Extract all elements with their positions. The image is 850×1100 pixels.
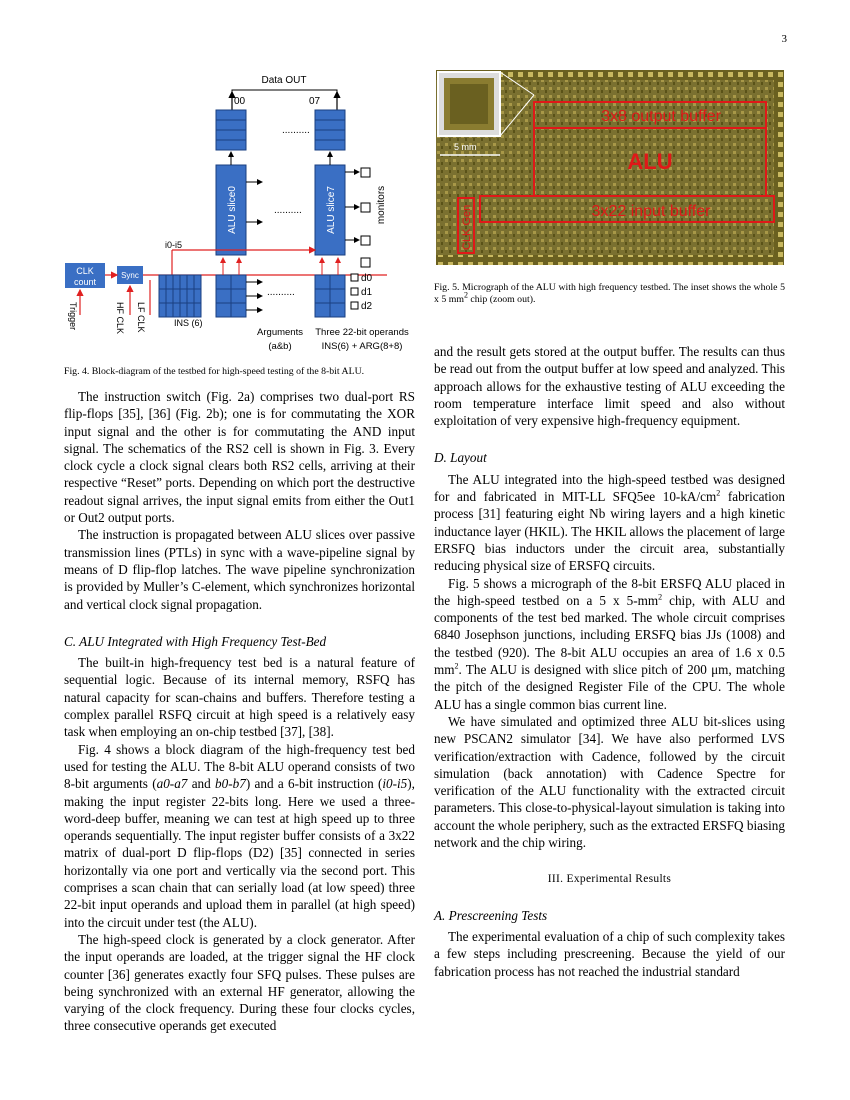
right-column — [434, 343, 785, 980]
paragraph: The experimental evaluation of a chip of such complexity takes a few steps including prescreening. Because the yield of our fabrication process has not reached the industrial standard — [434, 928, 785, 979]
lf-clk-label: LF CLK — [136, 302, 146, 333]
output-buffer-label: 3x8 output buffer — [601, 108, 721, 125]
trigger-label: Trigger — [68, 302, 78, 331]
micrograph-image — [436, 70, 784, 265]
paragraph: The instruction is propagated between ALU slices over passive transmission lines (PTLs) in sync with a wave-pipeline signal by means of D flip-flop latches. The wave pipeline synchronization is provided by Muller’s C-element, which synchronizes horizontal and vertical clock signal propagation. — [64, 527, 415, 612]
ins-arg-label: INS(6) + ARG(8+8) — [321, 341, 403, 352]
d2-label: d2 — [361, 301, 373, 312]
paragraph: We have simulated and optimized three ALU bit-slices using new PSCAN2 simulator [34]. We have also performed LVS verification/extraction with Cadence, followed by the circuit simulation (back annotation) with Cadence Spectre for verification of the ALU functionality with the extracted circuit parameters. This close-to-physical-layout simulation is taking into account the whole periphery, such as the extracted ERSFQ biasing network and the chip wiring. — [434, 713, 785, 851]
sync-label: Sync — [121, 271, 139, 280]
input-buffer-label: 3x22 input buffer — [591, 203, 711, 220]
ab-label: (a&b) — [268, 341, 292, 352]
paragraph: The high-speed clock is generated by a clock generator. After the input operands are loaded, at the trigger signal the HF clock counter [36] generates exactly four SFQ pulses. These pulses are being synchronized with an external HF generator, allowing the varying of the clock frequency. During these four clocks cycles, three consecutive operands get executed — [64, 931, 415, 1034]
alu-label: ALU — [627, 149, 673, 174]
data-out-label: Data OUT — [261, 75, 307, 86]
paragraph: The built-in high-frequency test bed is a natural feature of sequential logic. Because of its internal memory, RSFQ has natural capacity for scan-chains and buffers. Therefore testing a complex parallel RSFQ circuit at high speed is a relatively easy task when employing an on-chip testbed [37], [38]. — [64, 655, 415, 740]
d0-label: d0 — [361, 273, 373, 284]
out-07-label: 07 — [309, 96, 321, 107]
section-heading: D. Layout — [434, 450, 487, 466]
page-number: 3 — [781, 33, 787, 45]
alu-slice7-label: ALU slice7 — [326, 186, 337, 234]
clk-count-label: CLK — [76, 266, 94, 276]
fig4-block-diagram — [62, 70, 422, 355]
scale-label: 5 mm — [454, 142, 477, 152]
paragraph: Fig. 5 shows a micrograph of the 8-bit ERSFQ ALU placed in the high-speed testbed on a 5 x $5-mm^2$ chip, with ALU and components of the test bed marked. The whole circuit comprises 6840 Josephson junctions, including ERSFQ bias JJs (1008) and the testbed (920). The 8-bit ALU occupies an area of 1.6 x 0.5 $mm^2$. The ALU is designed with slice pitch of 200 μm, matching the pitch of the designed Register File of the CPU. The whole ALU has a single common bias current line. — [434, 575, 785, 712]
paragraph: The ALU integrated into the high-speed testbed was designed for and fabricated in MIT-LL SFQ5ee $10-kA/cm^2$ fabrication process [31] featuring eight Nb wiring layers and a high kinetic inductance layer (HKIL). The HKIL allows the placement of large ERSFQ bias inductors under the circuit area, substantially reducing physical size of ERSFQ circuits. — [434, 471, 785, 574]
section-heading: C. ALU Integrated with High Frequency Test-Bed — [64, 633, 327, 649]
dots-mid: .......... — [274, 205, 302, 216]
hf-clk-label: HF CLK — [115, 302, 125, 335]
fig5-micrograph — [436, 70, 784, 265]
monitors-label: monitors — [376, 185, 387, 225]
fig5-caption: Fig. 5. Micrograph of the ALU with high frequency testbed. The inset shows the whole 5 x 5 $mm^2$ chip (zoom out). — [434, 282, 785, 305]
three-operands-label: Three 22-bit operands — [315, 327, 409, 338]
clk-count-label-2: count — [73, 277, 97, 287]
d1-label: d1 — [361, 287, 373, 298]
dots-top: .......... — [282, 125, 310, 136]
clk-gen-label: CLK Gen — [461, 204, 473, 250]
fig4-caption: Fig. 4. Block-diagram of the testbed for high-speed testing of the 8-bit ALU. — [64, 366, 365, 377]
ins6-label: INS (6) — [174, 318, 203, 328]
paragraph: Fig. 4 shows a block diagram of the high-frequency test bed used for testing the ALU. The 8-bit ALU operand consists of two 8-bit arguments (a0-a7 and b0-b7) and a 6-bit instruction (i0-i5), making the input register 22-bits long. Here we used a three-word-deep buffer, meaning we can test at high speed up to three operands sequentially. The input register buffer consists of a 3x22 matrix of dual-port D flip-flops (D2) [35] connected in series horizontally via one port and vertically via the second port. This comprises a scan chain that can serially load (at low speed) three 22-bit input operands and upload them in parallel (at high speed) into the circuit under test (the ALU). — [64, 741, 415, 930]
i0-i5-label: i0-i5 — [165, 240, 183, 250]
paragraph: and the result gets stored at the output buffer. The results can thus be read out from the output buffer at low speed and analyzed. This approach allows for the exhaustive testing of ALU exceeding the room temperature interface limit speed and also without exploitation of very expensive high-frequency equipment. — [434, 344, 785, 429]
out-00-label: 00 — [234, 96, 246, 107]
alu-slice0-label: ALU slice0 — [227, 186, 238, 234]
paragraph: The instruction switch (Fig. 2a) comprises two dual-port RS flip-flops [35], [36] (Fig. 2b); one is for commutating the XOR input signal and the other is for commutating the AND input signal. The schematics of the RS2 cell is shown in Fig. 3. Every clock cycle a clock signal clears both RS2 cells, arriving at their respective “Reset” ports. Depending on which port the destructive readout signal arrives, the input signal emits from either the Out1 or Out2 output ports. — [64, 389, 415, 526]
subsection-heading: A. Prescreening Tests — [434, 907, 548, 923]
section-heading: III. Experimental Results — [547, 873, 672, 886]
arguments-label: Arguments — [257, 327, 303, 338]
left-column — [64, 388, 415, 1035]
dots-bottom: .......... — [267, 287, 295, 298]
